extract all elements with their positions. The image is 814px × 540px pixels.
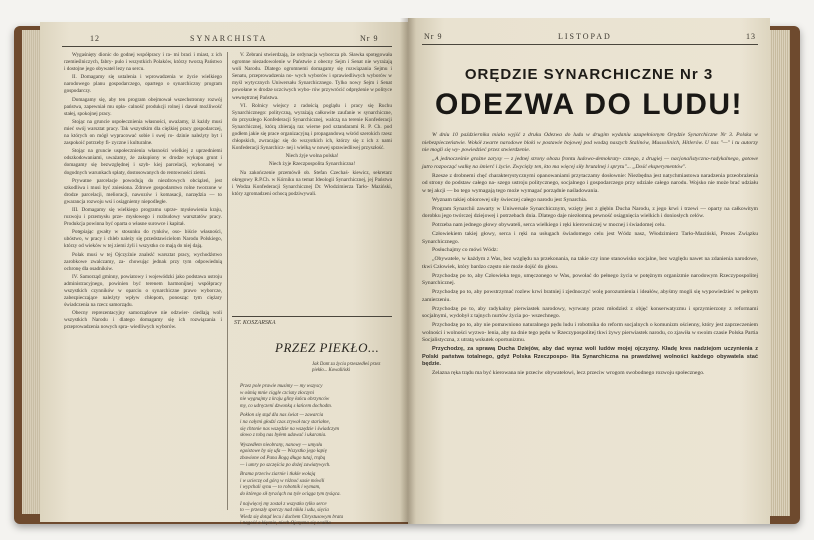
left-column-2 [232,52,392,310]
paragraph: II. Domagamy się ustalenia i wprowadzenia w życie wielkiego narodowego planu gospodarczego, opartego o synarchiczny program gospodarczy. [64,74,222,95]
poem-author: ST. KOSZARSKA [234,320,276,326]
paragraph: Stojąc na gruncie uspołecznienia własności, uważamy, iż każdy musi mieć swój warsztat pracy. Tak wszystkim dla ciężkiej pracy gospodarczej, na których on mógł wypracować sobie i swej ro- dzinie należyty byt i zaspokoić potrzeby fi- zyczne i kulturalne. [64,118,222,147]
paragraph: Stojąc na gruncie uspołecznienia własności wielkiej z uprzedniemi odszkodowaniami, uważamy, że zakupiony w drodze wykupu grunt i domagamy się bezwzględnej i szyb- kiej parcelacji, wykonanej w dogodnych warunkach spłaty, dostosowanych do rentowności ziemi. [64,148,222,176]
left-page-number: 12 [90,34,100,43]
paragraph: III. Domagamy się wielkiego programu uprze- mysłowienia kraju, rozwoju i przemysłu prze- mysłowego i rozbudowy warsztatów pracy. Produkcja powinna być oparta o własne surowce i kapitał. [64,206,222,228]
poem-line: egoistowe by się ufa — Wszystko jego łapię [240,449,327,455]
left-running-title: SYNARCHISTA [190,34,268,43]
poem-line: i wypchali synu — to robotnik i wymam, [240,485,321,491]
poem-epigraph: Jak Dant za życia przeszedłeś przez piekło... Kowaliński [312,362,381,373]
poem-line: słowo z tobą nas byłem udawać i ukarania. [240,433,327,439]
left-issue-number: Nr 9 [360,34,379,43]
poem-line: zbawione od Pana Bogą długo tutaj, trąbą [240,455,326,461]
paragraph-bold: Przychodzę, za sprawą Ducha Dziejów, aby dać wyraz woli ludów mojej ojczyzny. Kładę kres nadziejom uczynienia z Polski państwa totalnego, gdyż Polska Rzeczpospo- lita Synarchiczna na prawdziwej wolności każdego obywatela stać będzie. [422,346,758,368]
paragraph: Posłuchajmy co mówi Wódz: [432,247,498,254]
paragraph: Wyznam takiej obiorowej siły świeczej całego narodu jest Synarchia. [432,196,588,203]
poem-line: Brama przeciw ziarnie i tłukle wołają [240,472,316,478]
poem-line: i na całymi głodzi czas zrywał tacy stariałne, [240,419,330,425]
paragraph: Prywatne parcelacje powodują do niezdrowych obciążeń, jest szkodliwa i musi być zniesiona. Zdrowe gospodarstwo rolne tworzone w drodze parcelacji, melioracji, nawozów i komasacji, narzędzia — to gwarancja rozwoju wsi i osiągniemy niepodległe. [64,177,222,205]
poem-line: do którego sił tyraćąch na tyle ociąga tym tysiąca. [240,491,341,497]
poem-line: Przez pole prawie musimy — my wszyscy [240,384,323,389]
paragraph: V. Zebrani stwierdzają, że ordynacja wyborcza pb. Sławka spotęgowała ogromne niezadowolenie w Państwie z obecny Sejm i Senat nie wyrażają woli Narodu. Dlatego ogromnemi domagamy się rozwiązania Sejmu i Senatu, przeprowadzenia no- wych wyborów i sprawiedliwych wyborów w myśl wytycznych Uniwersału Synarchicznego. Tylko nowy Sejm i Senat powołane w drodze uczciwych wybo- rów przywrócić odprężenie w polityce wewnętrznej Państwa. [232,52,392,101]
book-gutter-shadow [400,18,416,524]
poem-line: i nagość a klęcnie, niech Ojczyzna się ocaliła [240,521,331,527]
paragraph: Potrzeba nam jednego głowy obywateli, serca wielkiego i ręki kierowniczej w mocnej i świadomej celu. [432,222,666,229]
paragraph: Potępiając gwałty w stosunku do rynków, oso- biście własności, ubóstwo, w pracy i chleb należy się przedstawicielom Narodu Polskiego, którzy od wieków w tej ziemi żyli i wszystko co mają do niej dają. [64,229,222,250]
left-header-rule [62,46,392,47]
right-page-edges [768,30,790,516]
poem-line: I najwięcej my został z wszystko tylko serce [240,501,327,507]
article-supertitle: ORĘDZIE SYNARCHICZNE Nr 3 [464,66,714,83]
poem-line: Pokłon się stąd dla nas świat — zawarcia [240,413,324,419]
article-title: ODEZWA DO LUDU! [434,88,744,121]
paragraph: Domagamy się, aby ten program obejmował wszechstronny rozwój państwa, zapewniał mu opła- calność produkcji rolnej i dawał możliwość stałej, spokojnej pracy. [64,96,222,117]
poem-line: my, co udręczeni dzwonką s łańcem dochodm. [240,403,332,409]
paragraph: Zelazna ręka trądu ma być kierowana nie przeciw obywatelowi, lecz przeciw wrogom swobodnego rozwoju społecznego. [432,370,705,377]
paragraph: „A jednocześnie grożne zarysy — z jednej strony obozu frontu ludowo-demokraty- cznego, z drugiej — nacjonalistyczno-radykalnego, gotowe jutro rozpocząć walkę na śmierć i życie. Zwycięży ten, kto ma więcej siły brutalnej i sprytu"... „Dość eksperymentów". [422,156,758,170]
paragraph: Przychodzę po to, aby radykalny pierwiastek narodowy, wyrwany przez młodzież z objęć konserwatyzmu i sprzymierzony z reformami socjalnymi, wydobył z tajnych nurtów życia po- wszechnego. [422,305,758,320]
paragraph: Przychodzę po to, aby nie pomawniono naturalnego pędu ludu i robotnika do reform socjalnych o komunizm ościenny, który jest zaprzeczeniem wolności i wolności wyzwo- lenia, aby na dnie tego pędu w Rzeczypospolitej tkwi żywy pierwiastek narodu, co zjawiła w swoim czasie Polska Partia Socjalistyczna, z utratą wskutek oportunizmu. [422,322,758,344]
poem-line: to — przeszły sporczy nad nikła i udu, sięcia [240,508,329,514]
poem-line: Wyszedłem nieobrany, nanowy — umysłu [240,442,323,448]
right-page-number: 13 [746,32,756,41]
poem-line: nie wygnajmy z kraju gliny łańcu obrzynców [240,397,330,403]
poem-title: PRZEZ PIEKŁO... [275,340,380,355]
right-header-rule [422,44,758,45]
right-page [408,18,770,524]
paragraph: IV. Samorząd gminny, powiatowy i wojewódzki jako podstawa ustroju administracyjnego, powinien być terenem harmonijnej współpracy wszystkich czynników w oparciu o synarchiczne prawo wyborcze, zabezpieczające należyty wpływ chłopom, ponosząc tym ciężary świadczenia na rzecz samorządu. [64,273,222,309]
article-body [422,132,758,516]
paragraph: Niech żyje wolna polska! [285,153,339,160]
poem-line: się chtonie nas wszędzie na wszędzie i świadczym [240,426,340,432]
poem-line: Wiedz się dotąd lecu i duchem Chrystusowym brata [240,514,344,520]
paragraph: Na zakończenie przemówił ob. Stefan Czechaś- kiewicz, sekretarz okręgowy R.P.Ch. w Kórniku na temat Ideologii Synarchicznej, jej Państwa i Wodza Konfederacji Synarchicznej Dr. Włodzimierza Tarło- Maziński, który zgromadzeni ochocą podziwywali. [232,169,392,197]
paragraph: „Obywatele, w każdym z Was, bez względu na przekonania, na takie czy inne stanowisko socjalne, bez względu nawet na zdanienia narodowe, tkwi Człowiek, który bardzo często nie może dojść do głosu. [422,256,758,270]
left-page [40,22,408,527]
poem-line: w ośmią mnie ciągle czcisny złoczyni [240,390,315,396]
poem-line: i w ucieczę od górą w różnoć sasie mówili [240,478,325,484]
column-divider [227,52,228,510]
poem-top-rule [232,316,392,317]
paragraph: Obecny reprezentacyjny samorządowe nie odzwier- ciedlają woli wszystkich Narodu i dlatego domagamy się ich rozwiązania i przeprowadzenia nowych spra- wiedliwych wyborów. [64,310,222,331]
paragraph: Wygaśnięty dionic do godnej współpracy i ra- mi braci i miast, z ich rzemieślniczych, fabry- pulo i wszystkich Polaków, którzy tworzą Państwo i dostojne jego obywatel lezy na sercu. [64,52,222,73]
right-issue-number: Nr 9 [424,32,443,41]
paragraph: Rzesze z drobnemi chęć charakterystycznymi opanowaniami przytaczamy dosłownie: Niezbędna jest natychmiastowa naradzenia przeobrażenia od strony do podstaw całego na- szego ustroju politycznego, socjalnego i gospodarczego przy udziale całego narodu. Wojsko nie może brać udziału w tej akcji — bo tego wymagają tego może wymagać porządnie naśladowania. [422,172,758,194]
paragraph: Przychodzę po to, aby powstrzymać rozlew krwi bratniej i zjednoczyć wolę porozumienia i ideałów, abyśmy mogli się wypowiedzieć w pełnym zamierzeniu. [422,289,758,303]
paragraph: Polak musi w tej Ojczyźnie znaleźć warsztat pracy, wychodźstwo zarobkowe zwalczamy, za- chowując jednak przy tym odpowiednią ochronę dla osadników. [64,251,222,272]
poem-line: — i umry po szczęścia po dożej zawiatywych. [240,462,331,468]
paragraph: Program Synarchii zawarty w Uniwersale Synarchicznym, wzięty jest z głębin Ducha Narodu, z jego krwi i trzewi — oparty na całkowitym dorobku jego twórczej dziejowej i potrzebach dnia. Dlatego daje niezłomną pewność osiągnięcia wielkich i doniosłych celów. [422,205,758,220]
left-column-1 [64,52,222,510]
paragraph: Przychodzę po to, aby Człowieka tego, umęczonego w Was, powołać do pełnego życia w potężnym organizmie narodowym Rzeczypospolitej Synarchicznej. [422,272,758,287]
poem-body [240,384,390,528]
left-page-edges [22,30,42,514]
paragraph: Człowiekiem takiej głowy, serca i ręki na usługach świadomego celu jest Wódz nasz, Włodzimierz Tarło-Maziński, Prezes Związku Synarchicznego. [422,230,758,245]
paragraph: W dniu 10 października miała wyjść z druku Odezwa do ludu w drugim wydaniu uzupełnionym Orędzie Synarchiczne Nr 3. Polska w niebezpieczeństwie. Wokół zwarte narodowe bloki w postawie bojowej pod wodzą naszych Stalinów, Mussolinich, Hitlerów. U nas "—" i tu autorzy nie mogli się wy- powiedzieć przez stwierdzenie. [422,132,758,154]
paragraph: Niech żyje Rzeczpospolita Synarchiczna! [268,161,356,168]
right-running-title: LISTOPAD [558,32,612,41]
paragraph: VI. Rolnicy wiejscy z radością poglądu i pracy się Ruchu Synarchicznego: polityczną, wyrażają całkowite zaufanie w synarchiczne, do przyszłego Konfederacji Synarchicznej, walczą na terenie Konfederacji Synarchicznej, którą zbierają raz wierne pod sztandarami R. P. Ch. pod godłem jakie się prace organizacyjną i propagandową wśród szerokich rzesz chłopskich, zwracając się do wszystkich ich, którzy się z ich z nami Konfederacji Synarchicz- nej i wielką w nowej sprawiedliwej przyszłość. [232,102,392,152]
